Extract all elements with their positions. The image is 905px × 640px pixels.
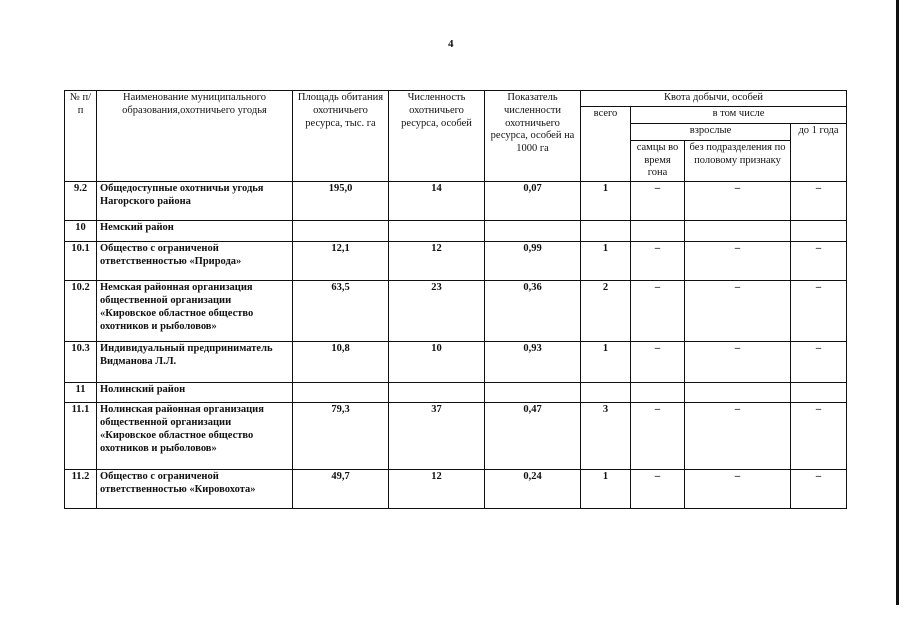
row-population: 12 [389, 470, 485, 509]
row-males: – [631, 470, 685, 509]
row-males: – [631, 182, 685, 221]
header-name: Наименование муниципального образования,охотничьего угодья [97, 91, 293, 182]
row-total: 1 [581, 342, 631, 383]
row-num: 9.2 [65, 182, 97, 221]
header-total: всего [581, 106, 631, 181]
row-nosex: – [685, 470, 791, 509]
row-density: 0,24 [485, 470, 581, 509]
row-density: 0,93 [485, 342, 581, 383]
row-area: 49,7 [293, 470, 389, 509]
row-num: 11.2 [65, 470, 97, 509]
row-total: 1 [581, 242, 631, 281]
row-name: Нолинская районная организация общественной организации «Кировское областное общество охотников и рыболовов» [97, 403, 293, 470]
table-row [65, 281, 847, 342]
row-population: 14 [389, 182, 485, 221]
header-density: Показатель численности охотничьего ресурса, особей на 1000 га [485, 91, 581, 182]
row-density: 0,99 [485, 242, 581, 281]
row-total: 3 [581, 403, 631, 470]
row-area: 195,0 [293, 182, 389, 221]
row-population: 23 [389, 281, 485, 342]
row-under1: – [791, 403, 847, 470]
row-area: 63,5 [293, 281, 389, 342]
header-population: Численность охотничьего ресурса, особей [389, 91, 485, 182]
row-under1: – [791, 242, 847, 281]
row-num: 11.1 [65, 403, 97, 470]
row-under1: – [791, 281, 847, 342]
table-row [65, 470, 847, 509]
header-under1: до 1 года [791, 123, 847, 181]
row-name: Немская районная организация общественной организации «Кировское областное общество охотников и рыболовов» [97, 281, 293, 342]
row-num: 11 [65, 383, 97, 403]
row-area: 79,3 [293, 403, 389, 470]
row-name: Общедоступные охотничьи угодья Нагорского района [97, 182, 293, 221]
row-num: 10.3 [65, 342, 97, 383]
row-name: Общество с ограниченой ответственностью «Природа» [97, 242, 293, 281]
row-num: 10 [65, 221, 97, 242]
header-area: Площадь обитания охотничьего ресурса, тыс. га [293, 91, 389, 182]
row-males: – [631, 403, 685, 470]
row-name: Нолинский район [97, 383, 293, 403]
row-nosex: – [685, 403, 791, 470]
row-name: Общество с ограниченой ответственностью «Кировохота» [97, 470, 293, 509]
row-males: – [631, 281, 685, 342]
row-males: – [631, 242, 685, 281]
row-under1: – [791, 182, 847, 221]
row-density: 0,47 [485, 403, 581, 470]
header-quota: Квота добычи, особей [581, 91, 847, 107]
page-edge-line [896, 0, 899, 605]
row-density: 0,07 [485, 182, 581, 221]
row-population: 12 [389, 242, 485, 281]
table-row [65, 383, 847, 403]
row-total: 1 [581, 182, 631, 221]
quota-table [64, 90, 847, 509]
row-total: 1 [581, 470, 631, 509]
row-total: 2 [581, 281, 631, 342]
row-name: Индивидуальный предприниматель Видманова Л.Л. [97, 342, 293, 383]
row-nosex: – [685, 342, 791, 383]
table-row [65, 403, 847, 470]
row-num: 10.1 [65, 242, 97, 281]
table-row [65, 221, 847, 242]
header-including: в том числе [631, 106, 847, 123]
row-population: 37 [389, 403, 485, 470]
row-nosex: – [685, 242, 791, 281]
row-area: 12,1 [293, 242, 389, 281]
row-nosex: – [685, 281, 791, 342]
row-nosex: – [685, 182, 791, 221]
header-num: № п/п [65, 91, 97, 182]
header-nosex: без подразделения по половому признаку [685, 140, 791, 181]
table-row [65, 182, 847, 221]
row-num: 10.2 [65, 281, 97, 342]
row-density: 0,36 [485, 281, 581, 342]
row-under1: – [791, 342, 847, 383]
page-number: 4 [448, 38, 454, 50]
row-males: – [631, 342, 685, 383]
row-name: Немский район [97, 221, 293, 242]
row-population: 10 [389, 342, 485, 383]
table-row [65, 242, 847, 281]
row-under1: – [791, 470, 847, 509]
header-males: самцы во время гона [631, 140, 685, 181]
table-row [65, 342, 847, 383]
row-area: 10,8 [293, 342, 389, 383]
header-adults: взрослые [631, 123, 791, 140]
